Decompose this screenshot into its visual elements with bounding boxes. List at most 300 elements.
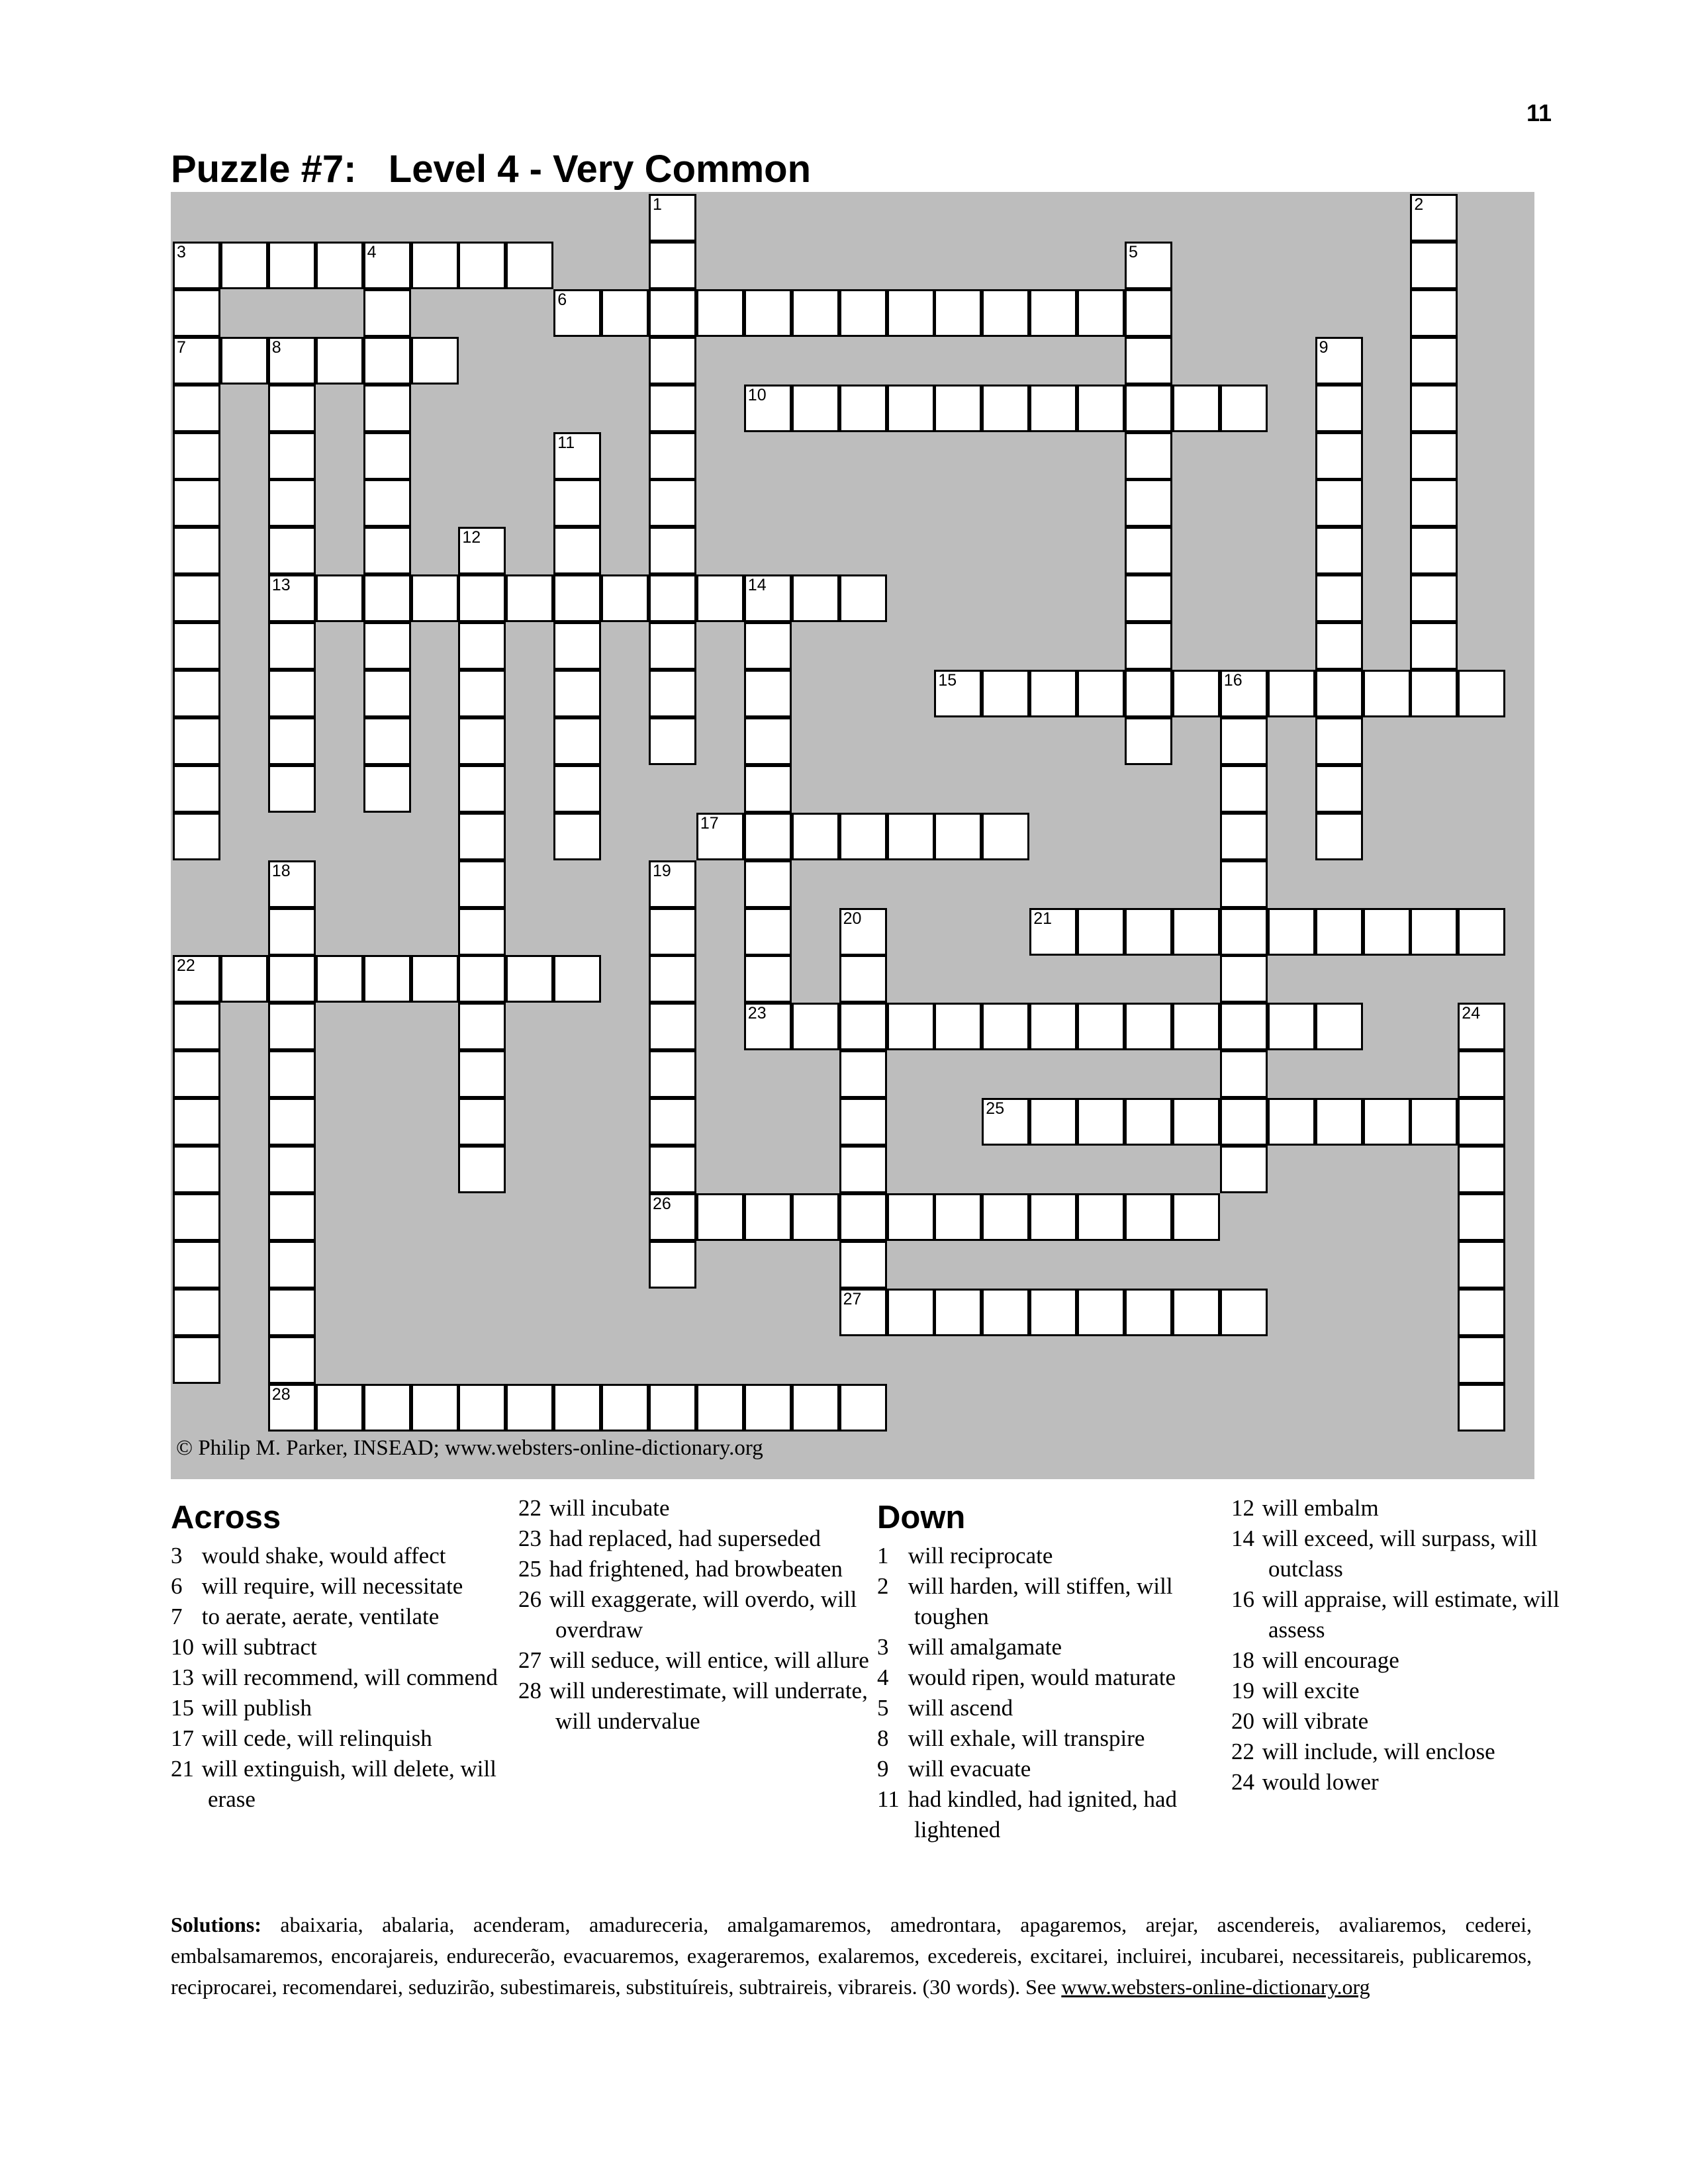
grid-cell[interactable]	[649, 1098, 696, 1146]
grid-cell[interactable]	[268, 1098, 316, 1146]
grid-cell[interactable]	[696, 1384, 744, 1432]
grid-cell[interactable]	[1172, 1098, 1220, 1146]
grid-cell[interactable]	[1220, 860, 1268, 908]
grid-cell[interactable]	[744, 860, 792, 908]
grid-cell[interactable]	[553, 289, 601, 337]
grid-cell[interactable]	[1029, 670, 1077, 717]
grid-cell[interactable]	[839, 908, 887, 956]
grid-cell[interactable]	[458, 908, 506, 956]
grid-cell[interactable]	[458, 1098, 506, 1146]
grid-cell[interactable]	[458, 527, 506, 574]
grid-cell[interactable]	[268, 1050, 316, 1098]
grid-cell[interactable]	[363, 670, 411, 717]
clue-num: 28	[518, 1678, 541, 1704]
grid-cell[interactable]	[1315, 385, 1363, 432]
grid-cell[interactable]	[1458, 1241, 1505, 1289]
grid-cell[interactable]	[1125, 622, 1172, 670]
grid-cell[interactable]	[268, 860, 316, 908]
grid-cell[interactable]	[363, 242, 411, 289]
grid-cell[interactable]	[173, 1193, 220, 1241]
grid-cell[interactable]	[411, 337, 459, 385]
grid-cell[interactable]	[363, 479, 411, 527]
grid-cell[interactable]	[506, 955, 553, 1003]
grid-cell[interactable]	[839, 1098, 887, 1146]
grid-cell[interactable]	[839, 1289, 887, 1336]
grid-cell[interactable]	[268, 1241, 316, 1289]
grid-cell[interactable]	[363, 1384, 411, 1432]
grid-cell[interactable]	[744, 813, 792, 860]
grid-cell[interactable]	[506, 1384, 553, 1432]
grid-cell[interactable]	[601, 289, 649, 337]
grid-cell[interactable]	[792, 1384, 839, 1432]
grid-cell[interactable]	[1125, 1098, 1172, 1146]
grid-cell[interactable]	[268, 1193, 316, 1241]
grid-cell[interactable]	[1125, 479, 1172, 527]
grid-cell[interactable]	[1458, 1289, 1505, 1336]
grid-cell[interactable]	[649, 1193, 696, 1241]
grid-cell[interactable]	[1029, 1193, 1077, 1241]
grid-cell[interactable]	[1268, 1003, 1315, 1050]
grid-cell[interactable]	[1315, 527, 1363, 574]
grid-cell[interactable]	[411, 242, 459, 289]
grid-cell[interactable]	[1363, 908, 1411, 956]
grid-cell[interactable]	[363, 527, 411, 574]
grid-cell[interactable]	[839, 385, 887, 432]
grid-cell[interactable]	[268, 479, 316, 527]
grid-cell[interactable]	[982, 670, 1029, 717]
grid-cell[interactable]	[1077, 670, 1125, 717]
grid-cell[interactable]	[744, 1003, 792, 1050]
grid-cell[interactable]	[553, 955, 601, 1003]
grid-cell[interactable]	[1458, 1384, 1505, 1432]
grid-cell[interactable]	[1268, 670, 1315, 717]
grid-cell[interactable]	[1077, 1193, 1125, 1241]
grid-cell[interactable]	[649, 1384, 696, 1432]
grid-cell[interactable]	[553, 432, 601, 480]
grid-cell[interactable]	[1220, 1050, 1268, 1098]
grid-cell[interactable]	[1315, 337, 1363, 385]
grid-cell[interactable]	[649, 337, 696, 385]
grid-cell[interactable]	[173, 717, 220, 765]
grid-cell[interactable]	[553, 765, 601, 813]
grid-cell[interactable]	[220, 955, 268, 1003]
grid-cell[interactable]	[553, 717, 601, 765]
grid-cell[interactable]	[458, 670, 506, 717]
grid-cell[interactable]	[1458, 1098, 1505, 1146]
grid-cell[interactable]	[316, 337, 363, 385]
grid-cell[interactable]	[411, 574, 459, 622]
grid-cell[interactable]	[649, 1146, 696, 1193]
grid-cell[interactable]	[649, 622, 696, 670]
grid-cell[interactable]	[1315, 432, 1363, 480]
grid-cell[interactable]	[411, 1384, 459, 1432]
grid-cell[interactable]	[1410, 670, 1458, 717]
grid-cell[interactable]	[792, 1193, 839, 1241]
grid-cell[interactable]	[1410, 289, 1458, 337]
grid-cell[interactable]	[1125, 289, 1172, 337]
grid-cell[interactable]	[268, 527, 316, 574]
grid-cell[interactable]	[1220, 385, 1268, 432]
grid-cell[interactable]	[268, 432, 316, 480]
grid-cell[interactable]	[458, 860, 506, 908]
grid-cell[interactable]	[1315, 908, 1363, 956]
down-clue	[877, 1571, 1228, 1632]
grid-cell[interactable]	[982, 289, 1029, 337]
grid-cell[interactable]	[1125, 908, 1172, 956]
grid-cell[interactable]	[1410, 622, 1458, 670]
grid-cell[interactable]	[839, 289, 887, 337]
grid-cell[interactable]	[982, 1289, 1029, 1336]
grid-cell[interactable]	[601, 574, 649, 622]
grid-cell[interactable]	[268, 385, 316, 432]
grid-cell[interactable]	[268, 1336, 316, 1384]
grid-cell[interactable]	[553, 574, 601, 622]
clue-num: 17	[171, 1725, 194, 1751]
grid-cell[interactable]	[173, 955, 220, 1003]
grid-cell[interactable]	[744, 385, 792, 432]
grid-cell[interactable]	[839, 1193, 887, 1241]
grid-cell[interactable]	[1315, 574, 1363, 622]
grid-cell[interactable]	[1410, 479, 1458, 527]
grid-cell[interactable]	[887, 1193, 935, 1241]
clue-number: 11	[557, 433, 575, 452]
grid-cell[interactable]	[1315, 717, 1363, 765]
grid-cell[interactable]	[696, 574, 744, 622]
grid-cell[interactable]	[1315, 1098, 1363, 1146]
grid-cell[interactable]	[649, 479, 696, 527]
grid-cell[interactable]	[1172, 1003, 1220, 1050]
clue-number: 24	[1462, 1004, 1481, 1023]
grid-cell[interactable]	[458, 955, 506, 1003]
grid-cell[interactable]	[268, 908, 316, 956]
grid-cell[interactable]	[744, 765, 792, 813]
grid-cell[interactable]	[1220, 1003, 1268, 1050]
grid-cell[interactable]	[173, 385, 220, 432]
grid-cell[interactable]	[173, 1003, 220, 1050]
grid-cell[interactable]	[744, 717, 792, 765]
grid-cell[interactable]	[1220, 1098, 1268, 1146]
grid-cell[interactable]	[458, 813, 506, 860]
grid-cell[interactable]	[1029, 1098, 1077, 1146]
grid-cell[interactable]	[458, 1146, 506, 1193]
grid-cell[interactable]	[887, 1289, 935, 1336]
grid-cell[interactable]	[1315, 479, 1363, 527]
grid-cell[interactable]	[1410, 194, 1458, 242]
grid-cell[interactable]	[1172, 1289, 1220, 1336]
grid-cell[interactable]	[173, 337, 220, 385]
grid-cell[interactable]	[1029, 1003, 1077, 1050]
grid-cell[interactable]	[839, 1050, 887, 1098]
clue-number: 20	[843, 909, 862, 928]
grid-cell[interactable]	[839, 1241, 887, 1289]
grid-cell[interactable]	[1077, 1098, 1125, 1146]
grid-cell[interactable]	[173, 1241, 220, 1289]
grid-cell[interactable]	[1172, 670, 1220, 717]
grid-cell[interactable]	[1410, 242, 1458, 289]
grid-cell[interactable]	[1125, 527, 1172, 574]
grid-cell[interactable]	[268, 1146, 316, 1193]
grid-cell[interactable]	[268, 955, 316, 1003]
grid-cell[interactable]	[1125, 1003, 1172, 1050]
grid-cell[interactable]	[934, 1193, 982, 1241]
grid-cell[interactable]	[1268, 1098, 1315, 1146]
grid-cell[interactable]	[649, 860, 696, 908]
grid-cell[interactable]	[1315, 1003, 1363, 1050]
grid-cell[interactable]	[363, 432, 411, 480]
grid-cell[interactable]	[173, 242, 220, 289]
grid-cell[interactable]	[1458, 1336, 1505, 1384]
grid-cell[interactable]	[1077, 289, 1125, 337]
grid-cell[interactable]	[649, 717, 696, 765]
grid-cell[interactable]	[458, 765, 506, 813]
grid-cell[interactable]	[553, 813, 601, 860]
grid-cell[interactable]	[1125, 432, 1172, 480]
grid-cell[interactable]	[1458, 1003, 1505, 1050]
grid-cell[interactable]	[1220, 955, 1268, 1003]
grid-cell[interactable]	[1029, 1289, 1077, 1336]
grid-cell[interactable]	[649, 289, 696, 337]
grid-cell[interactable]	[173, 1289, 220, 1336]
grid-cell[interactable]	[649, 242, 696, 289]
grid-cell[interactable]	[649, 432, 696, 480]
grid-cell[interactable]	[934, 385, 982, 432]
grid-cell[interactable]	[363, 955, 411, 1003]
solutions-link[interactable]: www.websters-online-dictionary.org	[1061, 1975, 1370, 1999]
grid-cell[interactable]	[649, 1241, 696, 1289]
grid-cell[interactable]	[649, 574, 696, 622]
grid-cell[interactable]	[887, 1003, 935, 1050]
grid-cell[interactable]	[1410, 432, 1458, 480]
grid-cell[interactable]	[1220, 1146, 1268, 1193]
grid-cell[interactable]	[887, 289, 935, 337]
grid-cell[interactable]	[268, 1003, 316, 1050]
grid-cell[interactable]	[1458, 1050, 1505, 1098]
grid-cell[interactable]	[1315, 765, 1363, 813]
grid-cell[interactable]	[887, 813, 935, 860]
grid-cell[interactable]	[934, 1003, 982, 1050]
grid-cell[interactable]	[1125, 337, 1172, 385]
grid-cell[interactable]	[1029, 908, 1077, 956]
grid-cell[interactable]	[173, 1336, 220, 1384]
grid-cell[interactable]	[173, 432, 220, 480]
grid-cell[interactable]	[173, 289, 220, 337]
grid-cell[interactable]	[982, 1193, 1029, 1241]
grid-cell[interactable]	[268, 337, 316, 385]
grid-cell[interactable]	[839, 955, 887, 1003]
grid-cell[interactable]	[1125, 574, 1172, 622]
grid-cell[interactable]	[173, 479, 220, 527]
grid-cell[interactable]	[744, 908, 792, 956]
grid-cell[interactable]	[982, 1098, 1029, 1146]
grid-cell[interactable]	[1220, 813, 1268, 860]
grid-cell[interactable]	[839, 574, 887, 622]
grid-cell[interactable]	[1125, 242, 1172, 289]
grid-cell[interactable]	[649, 908, 696, 956]
grid-cell[interactable]	[1077, 908, 1125, 956]
grid-cell[interactable]	[1363, 1098, 1411, 1146]
grid-cell[interactable]	[458, 1003, 506, 1050]
grid-cell[interactable]	[1410, 385, 1458, 432]
grid-cell[interactable]	[744, 574, 792, 622]
across-clue	[518, 1493, 869, 1524]
grid-cell[interactable]	[363, 622, 411, 670]
grid-cell[interactable]	[649, 1050, 696, 1098]
grid-cell[interactable]	[220, 242, 268, 289]
grid-cell[interactable]	[316, 1384, 363, 1432]
grid-cell[interactable]	[553, 1384, 601, 1432]
grid-cell[interactable]	[1029, 289, 1077, 337]
grid-cell[interactable]	[1458, 908, 1505, 956]
grid-cell[interactable]	[1172, 908, 1220, 956]
grid-cell[interactable]	[1125, 1289, 1172, 1336]
grid-cell[interactable]	[268, 622, 316, 670]
grid-cell[interactable]	[1315, 622, 1363, 670]
grid-cell[interactable]	[839, 1003, 887, 1050]
grid-cell[interactable]	[173, 1050, 220, 1098]
grid-cell[interactable]	[744, 1384, 792, 1432]
grid-cell[interactable]	[1315, 670, 1363, 717]
grid-cell[interactable]	[696, 1193, 744, 1241]
grid-cell[interactable]	[1268, 908, 1315, 956]
grid-cell[interactable]	[506, 242, 553, 289]
grid-cell[interactable]	[553, 479, 601, 527]
grid-cell[interactable]	[792, 385, 839, 432]
grid-cell[interactable]	[696, 813, 744, 860]
grid-cell[interactable]	[744, 670, 792, 717]
grid-cell[interactable]	[268, 1384, 316, 1432]
grid-cell[interactable]	[316, 955, 363, 1003]
grid-cell[interactable]	[1410, 527, 1458, 574]
grid-cell[interactable]	[1220, 717, 1268, 765]
grid-cell[interactable]	[934, 1289, 982, 1336]
grid-cell[interactable]	[268, 1289, 316, 1336]
grid-cell[interactable]	[173, 813, 220, 860]
grid-cell[interactable]	[744, 1193, 792, 1241]
grid-cell[interactable]	[173, 1146, 220, 1193]
grid-cell[interactable]	[696, 289, 744, 337]
grid-cell[interactable]	[744, 622, 792, 670]
grid-cell[interactable]	[1458, 670, 1505, 717]
grid-cell[interactable]	[649, 527, 696, 574]
grid-cell[interactable]	[173, 574, 220, 622]
grid-cell[interactable]	[792, 574, 839, 622]
grid-cell[interactable]	[1220, 1289, 1268, 1336]
grid-cell[interactable]	[982, 385, 1029, 432]
grid-cell[interactable]	[1172, 1193, 1220, 1241]
grid-cell[interactable]	[458, 622, 506, 670]
grid-cell[interactable]	[1077, 1289, 1125, 1336]
grid-cell[interactable]	[458, 717, 506, 765]
grid-cell[interactable]	[982, 1003, 1029, 1050]
grid-cell[interactable]	[173, 765, 220, 813]
grid-cell[interactable]	[744, 955, 792, 1003]
grid-cell[interactable]	[363, 765, 411, 813]
grid-cell[interactable]	[1458, 1146, 1505, 1193]
grid-cell[interactable]	[1410, 908, 1458, 956]
grid-cell[interactable]	[744, 289, 792, 337]
clue-text: would lower	[1262, 1769, 1379, 1795]
grid-cell[interactable]	[934, 289, 982, 337]
grid-cell[interactable]	[887, 385, 935, 432]
grid-cell[interactable]	[1410, 574, 1458, 622]
grid-cell[interactable]	[268, 717, 316, 765]
grid-cell[interactable]	[553, 622, 601, 670]
grid-cell[interactable]	[649, 385, 696, 432]
grid-cell[interactable]	[1220, 670, 1268, 717]
grid-cell[interactable]	[649, 194, 696, 242]
grid-cell[interactable]	[173, 527, 220, 574]
grid-cell[interactable]	[839, 813, 887, 860]
grid-cell[interactable]	[553, 527, 601, 574]
grid-cell[interactable]	[1125, 670, 1172, 717]
grid-cell[interactable]	[268, 670, 316, 717]
grid-cell[interactable]	[934, 670, 982, 717]
grid-cell[interactable]	[363, 289, 411, 337]
grid-cell[interactable]	[173, 670, 220, 717]
grid-cell[interactable]	[1220, 765, 1268, 813]
grid-cell[interactable]	[839, 1384, 887, 1432]
grid-cell[interactable]	[458, 1384, 506, 1432]
grid-cell[interactable]	[173, 622, 220, 670]
grid-cell[interactable]	[363, 337, 411, 385]
grid-cell[interactable]	[363, 574, 411, 622]
grid-cell[interactable]	[1363, 670, 1411, 717]
grid-cell[interactable]	[506, 574, 553, 622]
grid-cell[interactable]	[1125, 1193, 1172, 1241]
grid-cell[interactable]	[1315, 813, 1363, 860]
grid-cell[interactable]	[1077, 1003, 1125, 1050]
grid-cell[interactable]	[649, 955, 696, 1003]
clue-number: 2	[1414, 195, 1424, 214]
grid-cell[interactable]	[173, 1098, 220, 1146]
grid-cell[interactable]	[792, 289, 839, 337]
grid-cell[interactable]	[1125, 385, 1172, 432]
grid-cell[interactable]	[411, 955, 459, 1003]
grid-cell[interactable]	[268, 765, 316, 813]
grid-cell[interactable]	[363, 717, 411, 765]
grid-cell[interactable]	[553, 670, 601, 717]
grid-cell[interactable]	[1410, 1098, 1458, 1146]
down-clue	[1231, 1524, 1582, 1584]
grid-cell[interactable]	[982, 813, 1029, 860]
grid-cell[interactable]	[220, 337, 268, 385]
grid-cell[interactable]	[1172, 385, 1220, 432]
grid-cell[interactable]	[792, 813, 839, 860]
clue-text: will recommend, will commend	[201, 1664, 498, 1690]
grid-cell[interactable]	[268, 242, 316, 289]
grid-cell[interactable]	[363, 385, 411, 432]
grid-cell[interactable]	[1125, 717, 1172, 765]
grid-cell[interactable]	[792, 1003, 839, 1050]
grid-cell[interactable]	[1077, 385, 1125, 432]
grid-cell[interactable]	[1220, 908, 1268, 956]
grid-cell[interactable]	[839, 1146, 887, 1193]
grid-cell[interactable]	[934, 813, 982, 860]
grid-cell[interactable]	[601, 1384, 649, 1432]
grid-cell[interactable]	[1410, 337, 1458, 385]
grid-cell[interactable]	[316, 574, 363, 622]
grid-cell[interactable]	[268, 574, 316, 622]
grid-cell[interactable]	[458, 1050, 506, 1098]
grid-cell[interactable]	[458, 242, 506, 289]
grid-cell[interactable]	[316, 242, 363, 289]
grid-cell[interactable]	[649, 1003, 696, 1050]
grid-cell[interactable]	[649, 670, 696, 717]
grid-cell[interactable]	[458, 574, 506, 622]
grid-cell[interactable]	[1029, 385, 1077, 432]
grid-cell[interactable]	[1458, 1193, 1505, 1241]
clue-num: 1	[877, 1543, 889, 1569]
